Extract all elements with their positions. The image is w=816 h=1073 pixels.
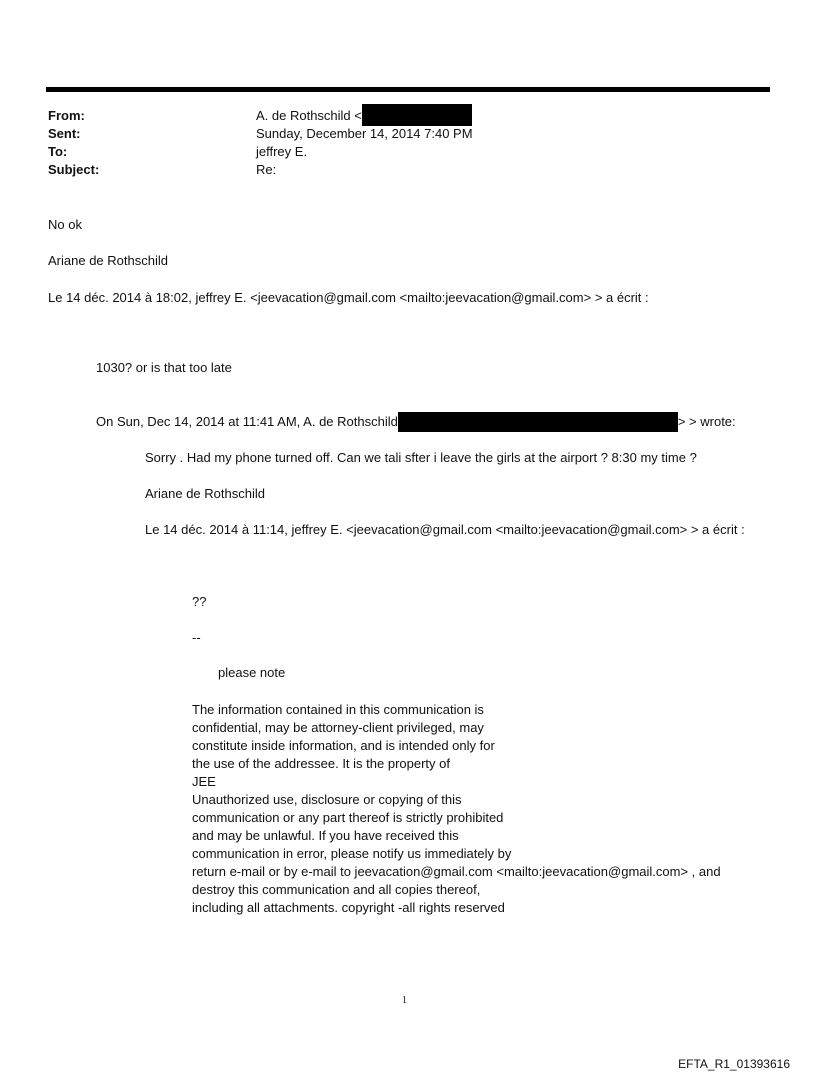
quote2-intro (96, 413, 736, 432)
sig-separator: -- (192, 630, 201, 645)
document-id: EFTA_R1_01393616 (678, 1057, 790, 1071)
from-label: From: (48, 108, 85, 123)
quote2-intro-end: > > wrote: (677, 414, 736, 429)
disclaimer-line: and may be unlawful. If you have received this (192, 828, 459, 843)
disclaimer (192, 701, 721, 917)
quote3-intro: Le 14 déc. 2014 à 11:14, jeffrey E. <jeevacation@gmail.com <mailto:jeevacation@gmail.com> > a écrit : (145, 522, 745, 537)
quote2-intro-start: On Sun, Dec 14, 2014 at 11:41 AM, A. de Rothschild (96, 414, 398, 429)
disclaimer-line: communication in error, please notify us immediately by (192, 846, 512, 861)
from-name: A. de Rothschild < (256, 108, 362, 123)
quote2-text: Sorry . Had my phone turned off. Can we tali sfter i leave the girls at the airport ? 8:30 my time ? (145, 450, 697, 465)
disclaimer-line: Unauthorized use, disclosure or copying of this (192, 792, 462, 807)
header-rule (46, 87, 770, 92)
disclaimer-line: The information contained in this communication is (192, 702, 484, 717)
please-note: please note (218, 665, 286, 680)
quote3-text: ?? (192, 594, 207, 609)
disclaimer-line: return e-mail or by e-mail to jeevacation@gmail.com <mailto:jeevacation@gmail.com> , and (192, 864, 721, 879)
subject-value: Re: (256, 162, 277, 177)
reply-text: No ok (48, 217, 82, 232)
page-number: 1 (402, 995, 407, 1006)
to-label: To: (48, 144, 68, 159)
redaction-box (398, 412, 678, 432)
from-value (256, 107, 472, 126)
quote2-signature: Ariane de Rothschild (145, 486, 265, 501)
subject-label: Subject: (48, 162, 100, 177)
disclaimer-line: constitute inside information, and is intended only for (192, 738, 495, 753)
disclaimer-line: including all attachments. copyright -all rights reserved (192, 900, 505, 915)
disclaimer-line: JEE (192, 774, 216, 789)
quote1-intro: Le 14 déc. 2014 à 18:02, jeffrey E. <jeevacation@gmail.com <mailto:jeevacation@gmail.com> > a écrit : (48, 290, 649, 305)
sent-value: Sunday, December 14, 2014 7:40 PM (256, 126, 473, 141)
signature: Ariane de Rothschild (48, 253, 168, 268)
quote1-text: 1030? or is that too late (96, 360, 232, 375)
redaction-box (362, 104, 472, 126)
disclaimer-line: confidential, may be attorney-client privileged, may (192, 720, 484, 735)
sent-label: Sent: (48, 126, 81, 141)
disclaimer-line: communication or any part thereof is strictly prohibited (192, 810, 504, 825)
to-value: jeffrey E. (256, 144, 308, 159)
disclaimer-line: the use of the addressee. It is the property of (192, 756, 450, 771)
disclaimer-line: destroy this communication and all copies thereof, (192, 882, 481, 897)
